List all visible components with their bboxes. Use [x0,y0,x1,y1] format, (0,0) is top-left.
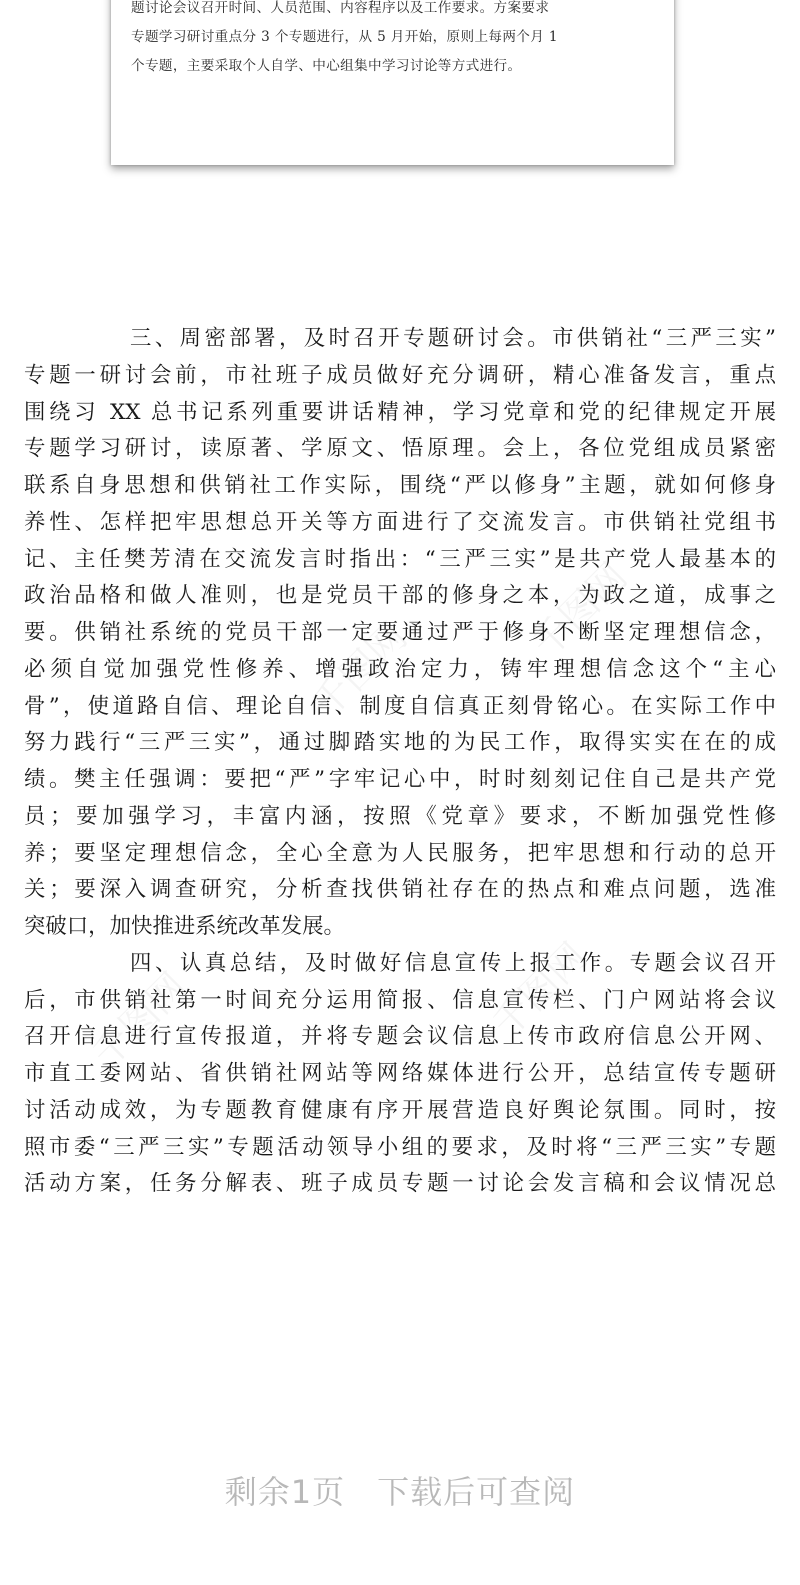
preview-line: 个专题，主要采取个人自学、中心组集中学习讨论等方式进行。 [131,58,522,74]
preview-line: 题讨论会议召开时间、人员范围、内容程序以及工作要求。方案要求 [131,0,550,16]
document-preview-card [111,0,674,165]
text-line: 骨”，使道路自信、理论自信、制度自信真正刻骨铭心。在实际工作中 [24,693,776,719]
text-line: 活动方案，任务分解表、班子成员专题一讨论会发言稿和会议情况总 [24,1171,776,1197]
preview-line: 专题学习研讨重点分 3 个专题进行，从 5 月开始，原则上每两个月 1 [131,29,558,45]
text-line: 必须自觉加强党性修养、增强政治定力，铸牢理想信念这个“主心 [24,656,776,682]
text-line: 四、认真总结，及时做好信息宣传上报工作。专题会议召开 [130,950,776,976]
text-line: 专题一研讨会前，市社班子成员做好充分调研，精心准备发言，重点 [24,362,776,388]
text-line: 关；要深入调查研究，分析查找供销社存在的热点和难点问题，选准 [24,877,776,903]
text-line: 养性、怎样把牢思想总开关等方面进行了交流发言。市供销社党组书 [24,509,776,535]
paragraph-section-3 [24,321,776,946]
download-hint-label: 下载后可查阅 [377,1473,576,1511]
text-line: 围绕习 XX 总书记系列重要讲话精神，学习党章和党的纪律规定开展 [24,399,776,425]
text-line: 要。供销社系统的党员干部一定要通过严于修身不断坚定理想信念， [24,620,776,645]
text-line: 市直工委网站、省供销社网站等网络媒体进行公开，总结宣传专题研 [24,1061,776,1086]
text-line: 努力践行“三严三实”，通过脚踏实地的为民工作，取得实实在在的成 [24,730,776,756]
text-line: 召开信息进行宣传报道，并将专题会议信息上传市政府信息公开网、 [24,1024,776,1050]
text-line: 专题学习研讨，读原著、学原文、悟原理。会上，各位党组成员紧密 [24,436,776,462]
text-line: 绩。樊主任强调：要把“严”字牢记心中，时时刻刻记住自己是共产党 [24,767,776,792]
text-line: 照市委“三严三实”专题活动领导小组的要求，及时将“三严三实”专题 [24,1134,776,1160]
text-line: 联系自身思想和供销社工作实际，围绕“严以修身”主题，就如何修身 [24,473,776,498]
text-line: 突破口，加快推进系统改革发展。 [24,914,345,939]
text-line: 养；要坚定理想信念，全心全意为人民服务，把牢思想和行动的总开 [24,840,776,866]
text-line: 政治品格和做人准则，也是党员干部的修身之本，为政之道，成事之 [24,583,776,609]
download-prompt[interactable] [0,1467,800,1513]
text-line: 三、周密部署，及时召开专题研讨会。市供销社“三严三实” [130,326,776,351]
text-line: 后，市供销社第一时间充分运用简报、信息宣传栏、门户网站将会议 [24,987,776,1013]
text-line: 讨活动成效，为专题教育健康有序开展营造良好舆论氛围。同时，按 [24,1097,776,1123]
document-body [24,321,776,1203]
paragraph-section-4 [24,946,776,1203]
remaining-pages-label: 剩余1页 [224,1473,346,1511]
preview-text [131,0,651,81]
text-line: 员；要加强学习，丰富内涵，按照《党章》要求，不断加强党性修 [24,803,776,829]
text-line: 记、主任樊芳清在交流发言时指出：“三严三实”是共产党人最基本的 [24,546,776,572]
